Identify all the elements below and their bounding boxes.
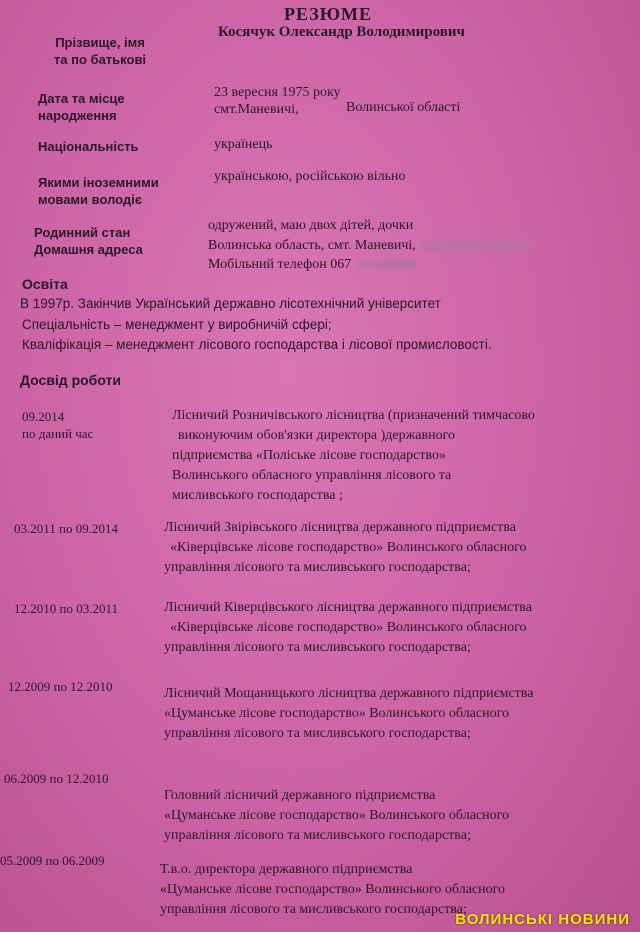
job-line: Лісничий Ківерцівського лісництва державного підприємства (164, 600, 532, 615)
birth-date: 23 вересня 1975 року (214, 85, 341, 100)
job-line: управління лісового та мисливського господарства; (164, 726, 471, 741)
job-line: управління лісового та мисливського господарства; (164, 640, 471, 655)
job-line: «Цуманське лісове господарство» Волинського обласного (164, 808, 510, 823)
redacted-phone (357, 260, 417, 269)
job-line: Т.в.о. директора державного підприємства (160, 862, 413, 877)
phone-text: Мобільний телефон 067 (208, 257, 352, 272)
job-line: «Ківерцівське лісове господарство» Волинського обласного (170, 540, 527, 555)
job-date: 05.2009 по 06.2009 (0, 853, 105, 868)
job-line: управління лісового та мисливського господарства; (164, 560, 471, 575)
job-line: управління лісового та мисливського господарства; (160, 902, 467, 917)
job-date-start: 09.2014 (22, 409, 65, 424)
job-line: підприємства «Поліське лісове господарство» (172, 448, 446, 463)
job-description (160, 860, 505, 920)
phone-value (208, 256, 417, 273)
job-line: Лісничий Розничівського лісництва (призначений тимчасово (172, 408, 535, 423)
birth-region: Волинської області (346, 100, 461, 115)
birth-place: смт.Маневичі, (214, 102, 299, 117)
job-description (164, 684, 533, 744)
experience-heading: Досвід роботи (20, 372, 121, 388)
job-date: 03.2011 по 09.2014 (14, 521, 118, 536)
birth-label-line1: Дата та місце (38, 91, 125, 106)
languages-label-line2: мовами володіє (38, 192, 142, 207)
job-line: Лісничий Мощаницького лісництва державного підприємства (164, 686, 534, 701)
languages-label-line1: Якими іноземними (38, 175, 159, 190)
watermark-logo: ВОЛИНСЬКІ НОВИНИ (455, 911, 630, 928)
job-date (22, 408, 93, 442)
address-value (208, 237, 532, 254)
job-date: 06.2009 по 12.2010 (4, 771, 109, 786)
redacted-address (422, 241, 532, 250)
education-line-1: В 1997р. Закінчив Український державно лісотехнічний університет (20, 296, 441, 311)
marital-value: одружений, маю двох дітей, дочки (208, 218, 414, 233)
job-date-end: по даний час (22, 426, 94, 441)
nationality-value: українець (214, 137, 273, 152)
job-line: Головний лісничий державного підприємства (164, 788, 436, 803)
address-text: Волинська область, смт. Маневичі, (208, 238, 416, 253)
name-label-line1: Прізвище, імя (55, 35, 145, 50)
name-label (40, 34, 160, 68)
job-line: «Цуманське лісове господарство» Волинського обласного (164, 706, 510, 721)
job-line: «Цуманське лісове господарство» Волинського обласного (160, 882, 506, 897)
job-description (164, 598, 532, 658)
languages-value: українською, російською вільно (214, 169, 406, 184)
job-line: Волинського обласного управління лісового та (172, 468, 452, 483)
job-line: Лісничий Звірівського лісництва державного підприємства (164, 520, 516, 535)
education-line-2: Спеціальність – менеджмент у виробничій сфері; (22, 317, 332, 332)
education-line-3: Кваліфікація – менеджмент лісового господарства і лісової промисловості. (22, 337, 492, 352)
job-description (172, 406, 535, 506)
job-date: 12.2009 по 12.2010 (8, 679, 113, 694)
job-description (164, 518, 527, 578)
education-heading: Освіта (22, 276, 68, 292)
job-line: мисливського господарства ; (172, 488, 343, 503)
job-date: 12.2010 по 03.2011 (14, 601, 118, 616)
marital-label: Родинний стан (34, 225, 131, 240)
languages-label (38, 174, 159, 208)
full-name: Косячук Олександр Володимирович (218, 24, 465, 40)
job-line: управління лісового та мисливського господарства; (164, 828, 471, 843)
job-line: виконуючим обов'язки директора )державного (178, 428, 455, 443)
job-description (164, 786, 509, 846)
birth-label (38, 90, 125, 124)
resume-title: РЕЗЮМЕ (284, 4, 372, 24)
job-line: «Ківерцівське лісове господарство» Волинського обласного (170, 620, 527, 635)
nationality-label: Національність (38, 139, 139, 154)
birth-label-line2: народження (38, 108, 117, 123)
name-label-line2: та по батькові (53, 52, 147, 67)
address-label: Домашня адреса (34, 242, 143, 257)
